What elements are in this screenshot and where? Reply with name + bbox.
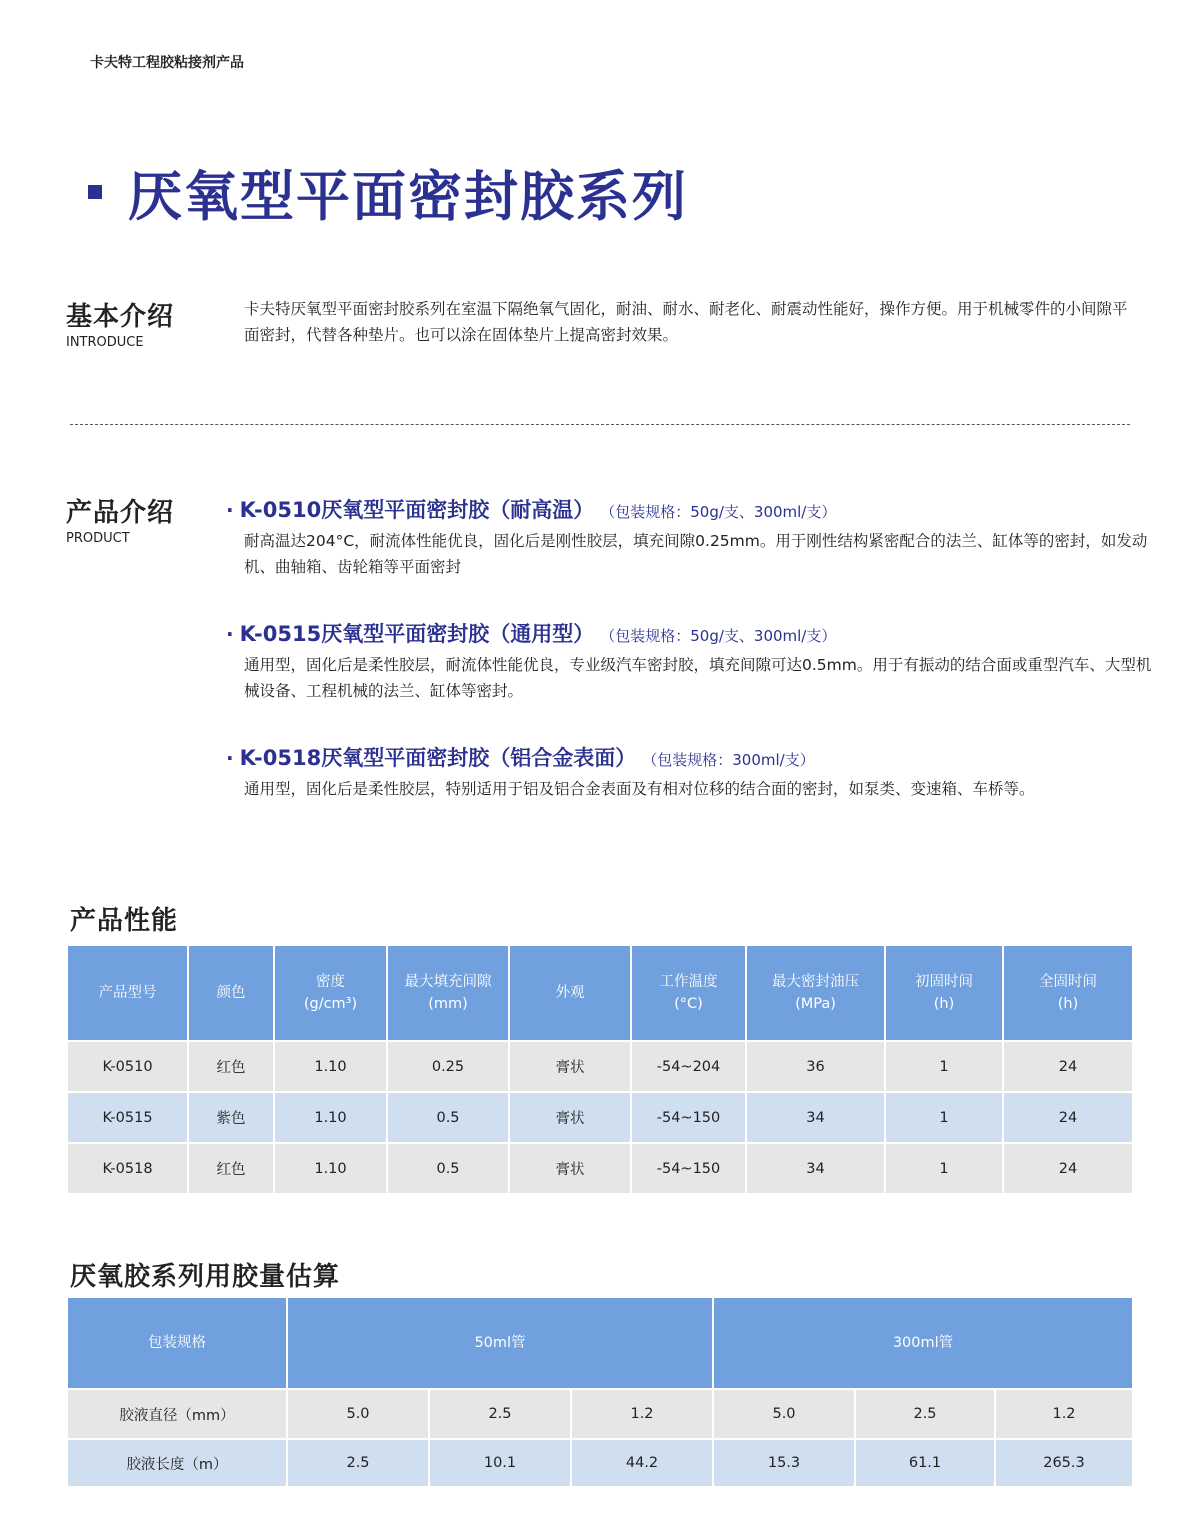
usage-table [66, 1296, 1134, 1488]
table-cell: 红色 [188, 1041, 274, 1092]
table-row [67, 1041, 1133, 1092]
table-cell: 紫色 [188, 1092, 274, 1143]
performance-title: 产品性能 [70, 906, 179, 936]
table-row [67, 1439, 1133, 1487]
table-cell: 24 [1003, 1143, 1133, 1194]
table-cell: -54~150 [631, 1143, 746, 1194]
table-cell: -54~204 [631, 1041, 746, 1092]
product-pack: （包装规格：50g/支、300ml/支） [600, 627, 837, 645]
table-cell: 1 [885, 1092, 1003, 1143]
product-desc: 耐高温达204°C，耐流体性能优良，固化后是刚性胶层，填充间隙0.25mm。用于刚性结构紧密配合的法兰、缸体等的密封，如发动机、曲轴箱、齿轮箱等平面密封 [244, 532, 1148, 576]
product-desc: 通用型，固化后是柔性胶层，耐流体性能优良，专业级汽车密封胶，填充间隙可达0.5mm。用于有振动的结合面或重型汽车、大型机械设备、工程机械的法兰、缸体等密封。 [244, 656, 1152, 700]
table-cell: 0.25 [387, 1041, 509, 1092]
title-bullet-icon [88, 185, 102, 199]
product-item [226, 618, 1156, 704]
bullet-dot-icon: · [226, 498, 234, 522]
product-name: K-0510厌氧型平面密封胶（耐高温） [239, 498, 595, 522]
product-desc: 通用型，固化后是柔性胶层，特别适用于铝及铝合金表面及有相对位移的结合面的密封，如泵类、变速箱、车桥等。 [244, 780, 1035, 798]
table-cell: 5.0 [287, 1389, 429, 1439]
header-cell: 最大填充间隙 (mm) [387, 945, 509, 1041]
page-title-block [88, 152, 688, 232]
brand-header: 卡夫特工程胶粘接剂产品 [90, 55, 244, 71]
intro-label [66, 296, 174, 350]
table-cell: 24 [1003, 1041, 1133, 1092]
table-cell: 2.5 [287, 1439, 429, 1487]
table-cell: 1.2 [995, 1389, 1133, 1439]
product-label-zh: 产品介绍 [66, 498, 175, 528]
table-cell: 15.3 [713, 1439, 855, 1487]
table-cell: 2.5 [855, 1389, 995, 1439]
table-cell: 44.2 [571, 1439, 713, 1487]
bullet-dot-icon: · [226, 622, 234, 646]
row-label: 胶液长度（m） [67, 1439, 287, 1487]
table-row [67, 1389, 1133, 1439]
table-cell: 1.10 [274, 1092, 387, 1143]
bullet-dot-icon: · [226, 746, 234, 770]
table-cell: 膏状 [509, 1092, 631, 1143]
table-cell: 膏状 [509, 1041, 631, 1092]
table-cell: K-0515 [67, 1092, 188, 1143]
table-cell: 34 [746, 1092, 885, 1143]
table-cell: K-0510 [67, 1041, 188, 1092]
table-cell: 红色 [188, 1143, 274, 1194]
table-cell: 1.10 [274, 1041, 387, 1092]
table-cell: 36 [746, 1041, 885, 1092]
product-item [226, 742, 1156, 802]
table-cell: 265.3 [995, 1439, 1133, 1487]
header-cell: 外观 [509, 945, 631, 1041]
row-label: 胶液直径（mm） [67, 1389, 287, 1439]
product-item [226, 494, 1156, 580]
table-cell: 24 [1003, 1092, 1133, 1143]
intro-text: 卡夫特厌氧型平面密封胶系列在室温下隔绝氧气固化，耐油、耐水、耐老化、耐震动性能好，操作方便。用于机械零件的小间隙平面密封，代替各种垫片。也可以涂在固体垫片上提高密封效果。 [244, 300, 1128, 344]
product-pack: （包装规格：50g/支、300ml/支） [600, 503, 837, 521]
table-cell: 1.2 [571, 1389, 713, 1439]
header-cell: 300ml管 [713, 1297, 1133, 1389]
table-cell: -54~150 [631, 1092, 746, 1143]
table-row [67, 1143, 1133, 1194]
header-cell: 全固时间 (h) [1003, 945, 1133, 1041]
table-cell: 1 [885, 1041, 1003, 1092]
product-name: K-0515厌氧型平面密封胶（通用型） [239, 622, 595, 646]
table-cell: 1 [885, 1143, 1003, 1194]
table-cell: 膏状 [509, 1143, 631, 1194]
header-cell: 产品型号 [67, 945, 188, 1041]
header-cell: 颜色 [188, 945, 274, 1041]
product-label-en: PRODUCT [66, 531, 130, 546]
intro-label-zh: 基本介绍 [66, 302, 175, 332]
product-label [66, 492, 174, 546]
table-cell: 61.1 [855, 1439, 995, 1487]
table-cell: 0.5 [387, 1143, 509, 1194]
table-cell: 0.5 [387, 1092, 509, 1143]
table-row [67, 1092, 1133, 1143]
header-cell: 最大密封油压 (MPa) [746, 945, 885, 1041]
product-name: K-0518厌氧型平面密封胶（铝合金表面） [239, 746, 637, 770]
table-cell: 5.0 [713, 1389, 855, 1439]
header-cell: 初固时间 (h) [885, 945, 1003, 1041]
table-cell: 34 [746, 1143, 885, 1194]
header-cell: 包装规格 [67, 1297, 287, 1389]
page-title: 厌氧型平面密封胶系列 [128, 164, 688, 228]
section-divider [70, 424, 1130, 425]
intro-label-en: INTRODUCE [66, 335, 144, 350]
table-cell: 10.1 [429, 1439, 571, 1487]
performance-table [66, 944, 1134, 1195]
header-cell: 50ml管 [287, 1297, 713, 1389]
table-header-row [67, 945, 1133, 1041]
table-cell: 2.5 [429, 1389, 571, 1439]
header-cell: 工作温度 (°C) [631, 945, 746, 1041]
usage-title: 厌氧胶系列用胶量估算 [70, 1262, 341, 1292]
table-cell: 1.10 [274, 1143, 387, 1194]
table-header-row [67, 1297, 1133, 1389]
table-cell: K-0518 [67, 1143, 188, 1194]
header-cell: 密度 (g/cm³) [274, 945, 387, 1041]
product-pack: （包装规格：300ml/支） [642, 751, 815, 769]
